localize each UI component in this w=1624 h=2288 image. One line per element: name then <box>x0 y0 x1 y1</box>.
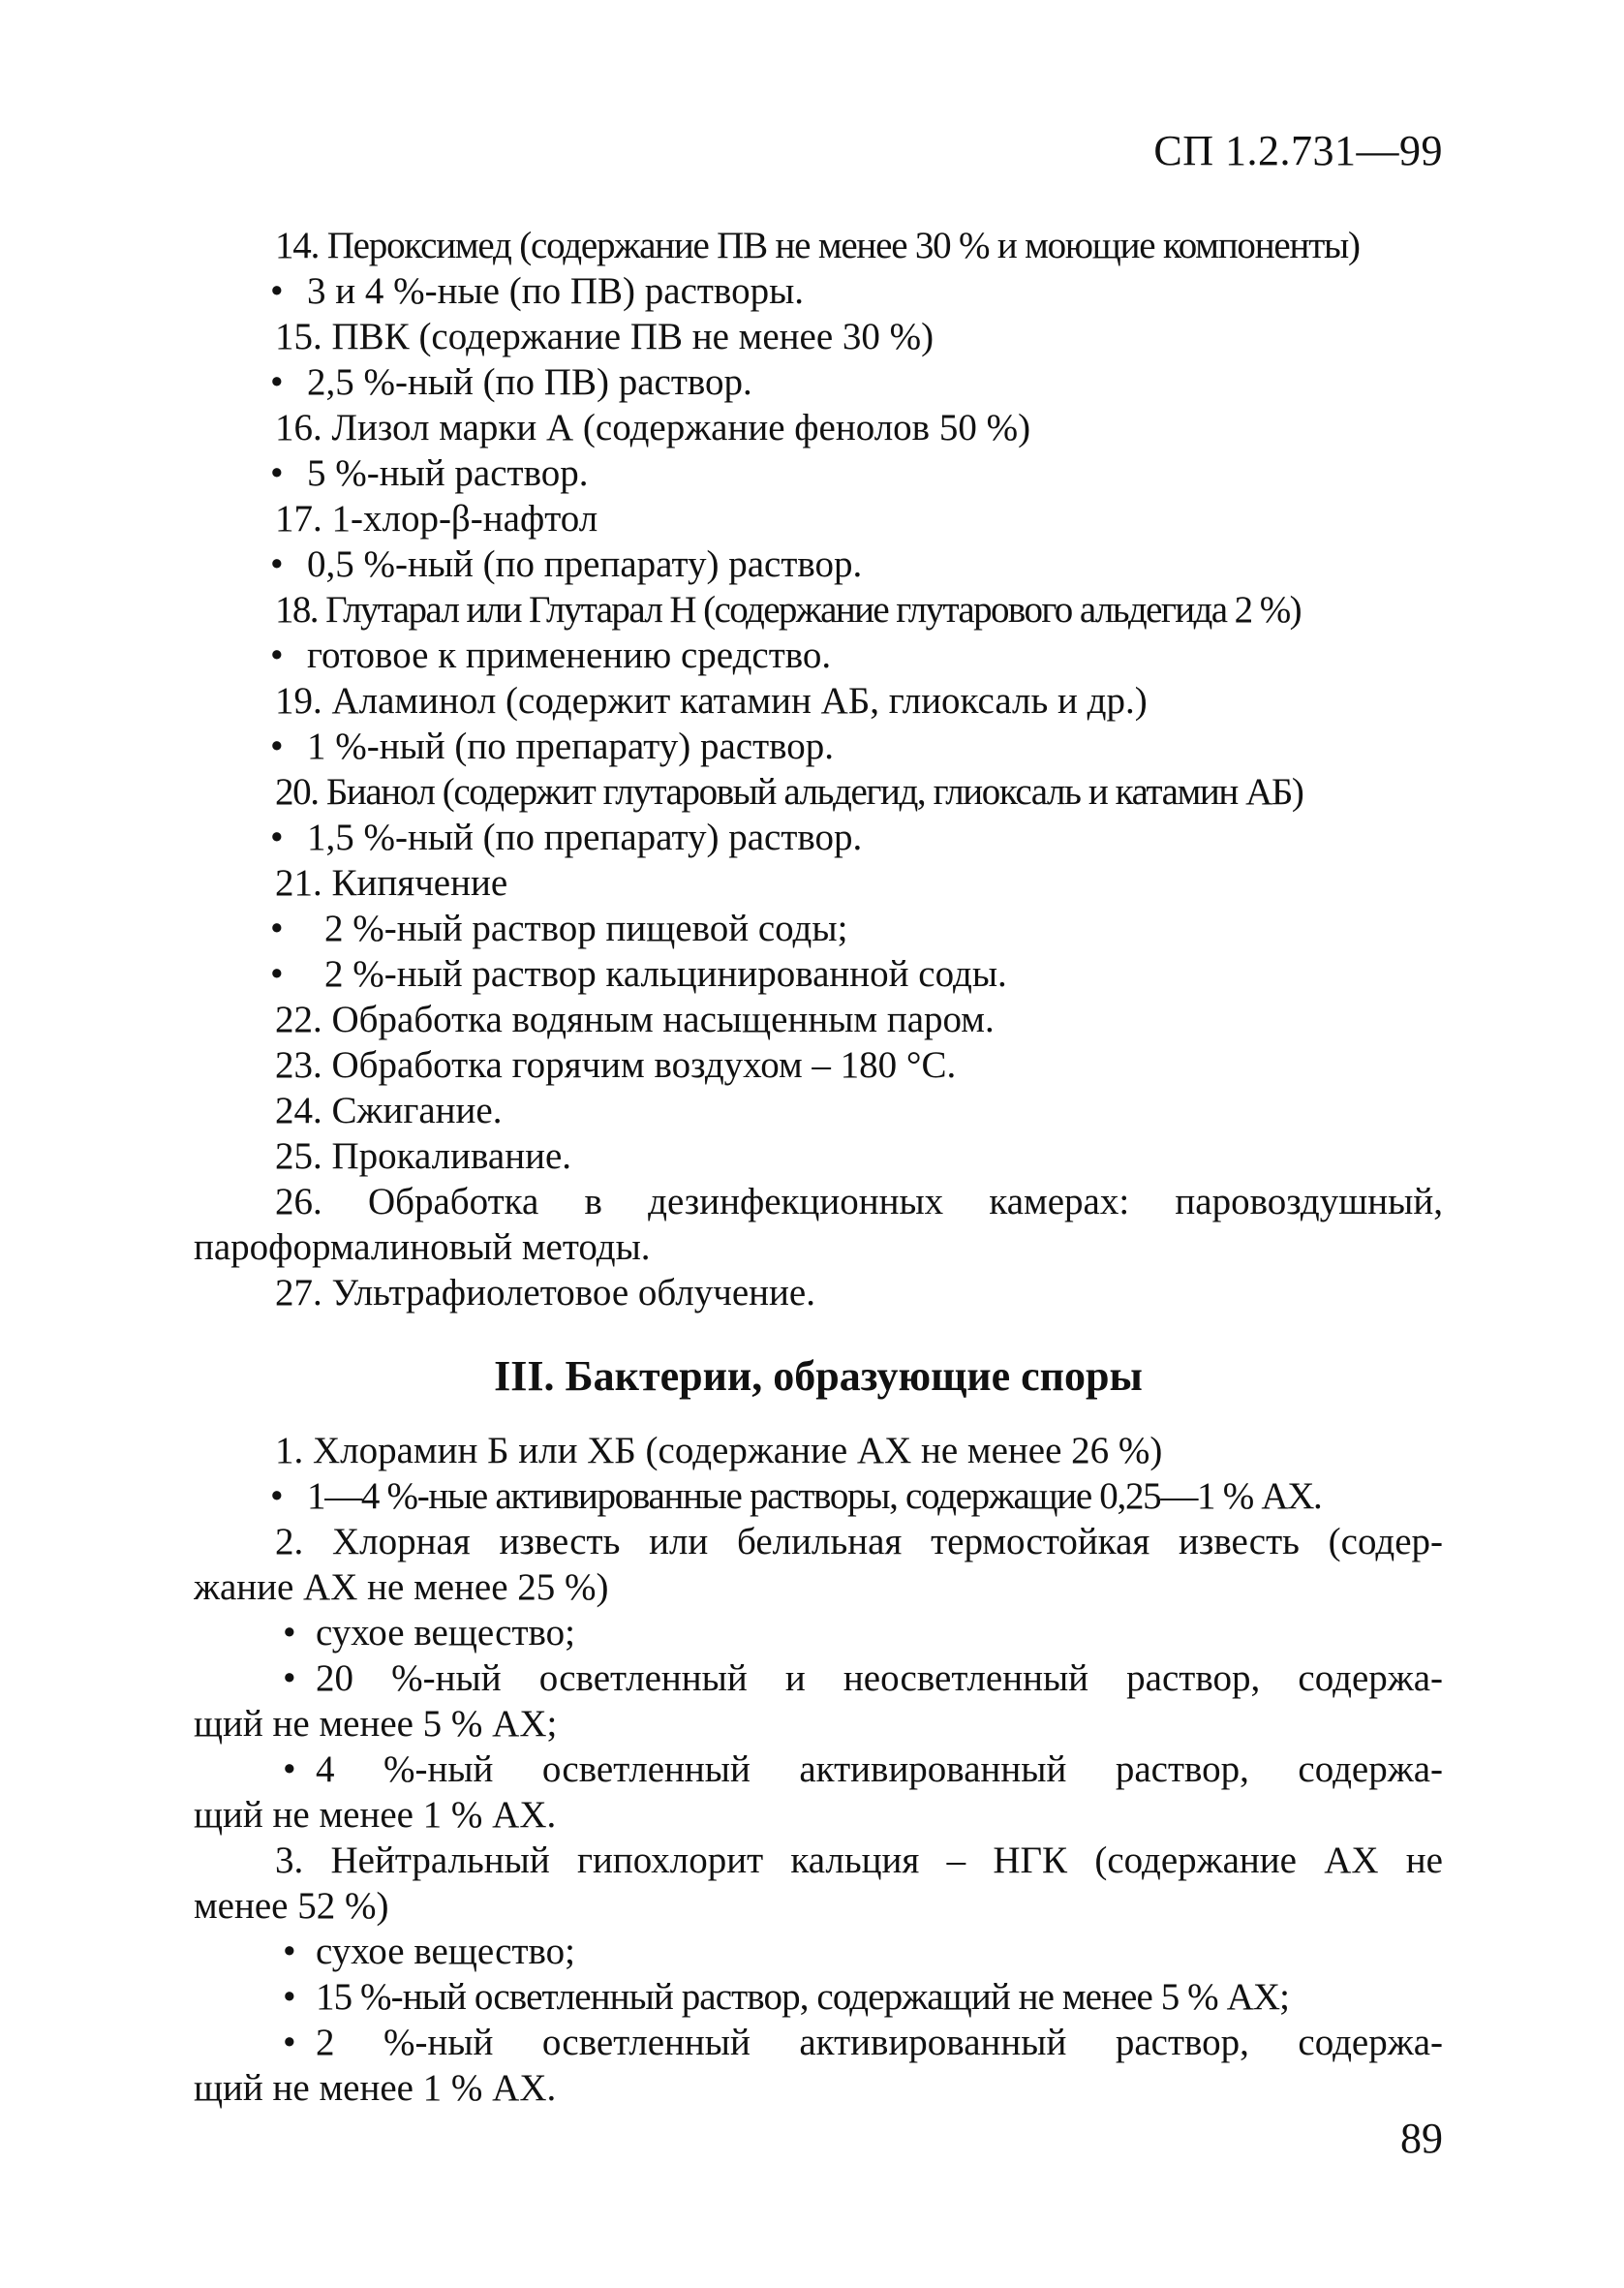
list-item: 27. Ультрафиолетовое облучение. <box>275 1272 815 1314</box>
list-item: 23. Обработка горячим воздухом – 180 °С. <box>275 1044 957 1086</box>
bullet-text: 3 и 4 %-ные (по ПВ) растворы. <box>307 270 805 312</box>
bullet-icon: • <box>283 1657 296 1699</box>
bullet-line <box>194 1610 1443 1655</box>
bullet-text: 1 %-ный (по препарату) раствор. <box>307 726 835 767</box>
bullet-text: 2 %-ный раствор пищевой соды; <box>324 908 848 949</box>
bullet-line <box>194 951 1443 997</box>
bullet-text: 4 %-ный осветленный активированный раствор, содержа- <box>316 1748 1443 1790</box>
list-item-continuation: щий не менее 1 % АХ. <box>194 2067 557 2109</box>
bullet-icon: • <box>283 2022 296 2063</box>
list-item: 15. ПВК (содержание ПВ не менее 30 %) <box>275 316 935 357</box>
list-item-continuation: щий не менее 1 % АХ. <box>194 1794 557 1836</box>
bullet-icon: • <box>283 1748 296 1790</box>
bullet-text: сухое вещество; <box>316 1931 575 1972</box>
bullet-text: 1,5 %-ный (по препарату) раствор. <box>307 817 863 858</box>
list-item: 14. Пероксимед (содержание ПВ не менее 30 % и моющие компоненты) <box>275 225 1360 266</box>
list-item: 3. Нейтральный гипохлорит кальция – НГК (содержание АХ не <box>275 1840 1443 1881</box>
bullet-text: 2,5 %-ный (по ПВ) раствор. <box>307 361 752 403</box>
document-body <box>194 223 1443 2111</box>
bullet-text: 20 %-ный осветленный и неосветленный раствор, содержа- <box>316 1657 1443 1699</box>
list-item: 1. Хлорамин Б или ХБ (содержание АХ не менее 26 %) <box>275 1430 1163 1471</box>
list-item: 25. Прокаливание. <box>275 1135 572 1177</box>
bullet-text: 2 %-ный осветленный активированный раствор, содержа- <box>316 2022 1443 2063</box>
list-item: 16. Лизол марки А (содержание фенолов 50 %) <box>275 407 1031 448</box>
list-item: 22. Обработка водяным насыщенным паром. <box>275 999 995 1040</box>
list-item-continuation: жание АХ не менее 25 %) <box>194 1566 609 1608</box>
bullet-text: 2 %-ный раствор кальцинированной соды. <box>324 953 1007 995</box>
document-code: СП 1.2.731—99 <box>1153 127 1443 174</box>
bullet-line <box>194 724 1443 769</box>
list-item: 19. Аламинол (содержит катамин АБ, глиоксаль и др.) <box>275 680 1148 722</box>
bullet-line <box>194 541 1443 587</box>
bullet-line <box>194 633 1443 678</box>
bullet-icon: • <box>283 1931 296 1972</box>
bullet-icon: • <box>270 726 284 767</box>
bullet-icon: • <box>270 908 284 949</box>
list-item: 26. Обработка в дезинфекционных камерах: паровоздушный, <box>275 1181 1443 1222</box>
list-item: 18. Глутарал или Глутарал Н (содержание глутарового альдегида 2 %) <box>275 589 1301 631</box>
bullet-text: 15 %-ный осветленный раствор, содержащий не менее 5 % АХ; <box>316 1976 1290 2018</box>
bullet-icon: • <box>270 361 284 403</box>
bullet-text: готовое к применению средство. <box>307 634 832 676</box>
bullet-icon: • <box>270 1475 283 1517</box>
bullet-icon: • <box>270 543 284 585</box>
page-number: 89 <box>1400 2115 1443 2162</box>
bullet-line <box>194 2020 1443 2065</box>
list-item: 2. Хлорная известь или белильная термостойкая известь (содер- <box>275 1521 1443 1562</box>
bullet-icon: • <box>270 634 284 676</box>
bullet-icon: • <box>270 817 284 858</box>
bullet-icon: • <box>270 953 284 995</box>
bullet-icon: • <box>270 452 284 494</box>
bullet-text: 5 %-ный раствор. <box>307 452 589 494</box>
bullet-line <box>194 450 1443 496</box>
bullet-line <box>194 1473 1443 1519</box>
list-item: 24. Сжигание. <box>275 1090 503 1131</box>
section-heading: III. Бактерии, образующие споры <box>494 1352 1143 1400</box>
list-item-continuation: пароформалиновый методы. <box>194 1226 651 1268</box>
bullet-line <box>194 815 1443 860</box>
bullet-line <box>194 359 1443 405</box>
bullet-text: сухое вещество; <box>316 1612 575 1654</box>
document-page <box>194 126 1443 2209</box>
bullet-icon: • <box>270 270 284 312</box>
bullet-icon: • <box>283 1976 295 2018</box>
list-item-continuation: щий не менее 5 % АХ; <box>194 1703 558 1745</box>
list-item: 21. Кипячение <box>275 862 508 904</box>
bullet-text: 0,5 %-ный (по препарату) раствор. <box>307 543 863 585</box>
bullet-line <box>194 1929 1443 1974</box>
bullet-line <box>194 1655 1443 1701</box>
bullet-line <box>194 268 1443 314</box>
list-item: 20. Бианол (содержит глутаровый альдегид, глиоксаль и катамин АБ) <box>275 771 1303 813</box>
list-item: 17. 1-хлор-β-нафтол <box>275 498 598 540</box>
bullet-line <box>194 1974 1443 2020</box>
bullet-line <box>194 1747 1443 1792</box>
bullet-text: 1—4 %-ные активированные растворы, содержащие 0,25—1 % АХ. <box>307 1475 1322 1517</box>
bullet-line <box>194 906 1443 951</box>
bullet-icon: • <box>283 1612 296 1654</box>
list-item-continuation: менее 52 %) <box>194 1885 389 1927</box>
